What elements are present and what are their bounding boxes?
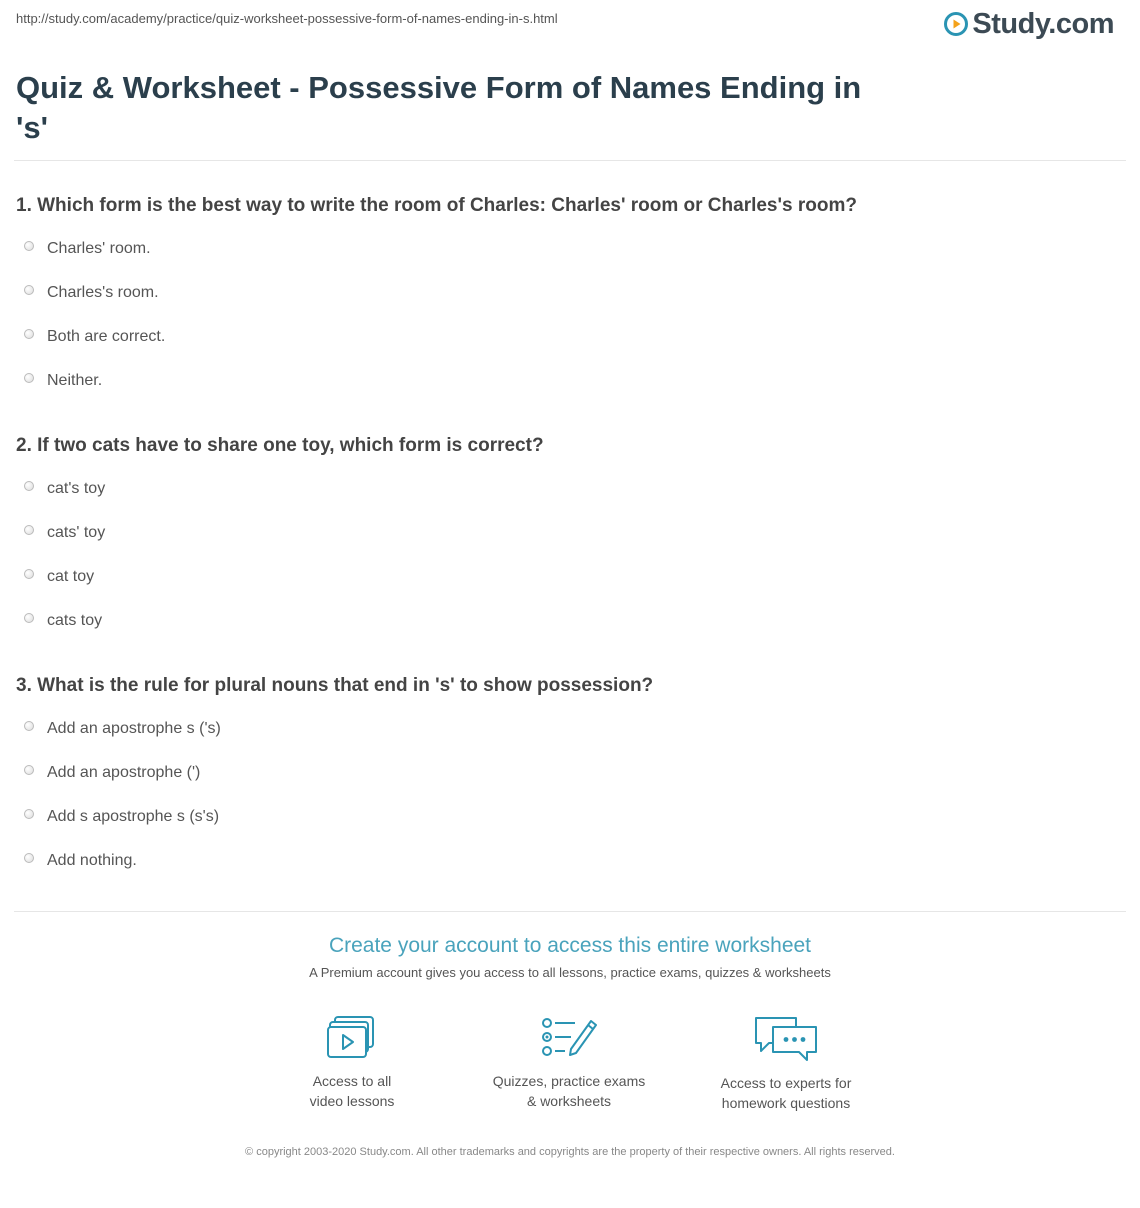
video-lessons-icon: [326, 1015, 378, 1059]
page-title: Quiz & Worksheet - Possessive Form of Names Ending in 's': [16, 70, 862, 145]
answer-label: Both are correct.: [47, 328, 166, 345]
copyright-notice: © copyright 2003-2020 Study.com. All other trademarks and copyrights are the property of their respective owners. All rights reserved.: [245, 1146, 895, 1158]
radio-button[interactable]: [24, 481, 34, 491]
answer-label: cats' toy: [47, 524, 106, 541]
answer-label: Add an apostrophe ('): [47, 764, 201, 781]
answer-option[interactable]: [24, 522, 105, 544]
feature-label-line2: video lessons: [309, 1093, 395, 1109]
answer-option[interactable]: [24, 370, 102, 392]
answer-option[interactable]: [24, 850, 137, 872]
radio-button[interactable]: [24, 285, 34, 295]
radio-button[interactable]: [24, 809, 34, 819]
feature-experts: [686, 1015, 886, 1113]
feature-label-line2: homework questions: [721, 1095, 851, 1111]
answer-label: cat's toy: [47, 480, 106, 497]
quiz-list-icon: [541, 1015, 597, 1059]
answer-label: Charles' room.: [47, 240, 151, 257]
feature-quizzes: [469, 1015, 669, 1111]
answer-label: Neither.: [47, 372, 103, 389]
radio-button[interactable]: [24, 241, 34, 251]
radio-button[interactable]: [24, 525, 34, 535]
question-2: 2. If two cats have to share one toy, which form is correct?: [16, 435, 544, 456]
answer-label: Add s apostrophe s (s's): [47, 808, 220, 825]
answer-option[interactable]: [24, 478, 105, 500]
feature-label-line1: Quizzes, practice exams: [492, 1073, 646, 1089]
study-logo[interactable]: [944, 6, 1114, 42]
question-1: 1. Which form is the best way to write the room of Charles: Charles' room or Charles's room?: [16, 195, 857, 216]
radio-button[interactable]: [24, 329, 34, 339]
chat-bubbles-icon: [753, 1015, 819, 1061]
answer-option[interactable]: [24, 326, 165, 348]
feature-video-lessons: [252, 1015, 452, 1111]
radio-button[interactable]: [24, 569, 34, 579]
answer-option[interactable]: [24, 806, 219, 828]
radio-button[interactable]: [24, 765, 34, 775]
answer-option[interactable]: [24, 718, 221, 740]
answer-label: cat toy: [47, 568, 95, 585]
answer-label: cats toy: [47, 612, 103, 629]
answer-option[interactable]: [24, 762, 200, 784]
divider: [14, 160, 1126, 161]
radio-button[interactable]: [24, 853, 34, 863]
question-3: 3. What is the rule for plural nouns that end in 's' to show possession?: [16, 675, 654, 696]
feature-label-line2: & worksheets: [526, 1093, 612, 1109]
page-url: http://study.com/academy/practice/quiz-worksheet-possessive-form-of-names-ending-in-s.html: [16, 11, 558, 26]
cta-subtitle: A Premium account gives you access to all lessons, practice exams, quizzes & worksheets: [309, 965, 831, 980]
feature-label-line1: Access to all: [312, 1073, 392, 1089]
feature-label-line1: Access to experts for: [720, 1075, 852, 1091]
answer-label: Add an apostrophe s ('s): [47, 720, 221, 737]
answer-label: Add nothing.: [47, 852, 137, 869]
create-account-link[interactable]: Create your account to access this entire worksheet: [328, 934, 812, 957]
brand-name: Study.com: [972, 7, 1114, 40]
radio-button[interactable]: [24, 373, 34, 383]
play-circle-icon: [944, 12, 968, 36]
answer-label: Charles's room.: [47, 284, 159, 301]
divider: [14, 911, 1126, 912]
radio-button[interactable]: [24, 721, 34, 731]
radio-button[interactable]: [24, 613, 34, 623]
answer-option[interactable]: [24, 610, 102, 632]
answer-option[interactable]: [24, 282, 159, 304]
answer-option[interactable]: [24, 566, 94, 588]
answer-option[interactable]: [24, 238, 151, 260]
